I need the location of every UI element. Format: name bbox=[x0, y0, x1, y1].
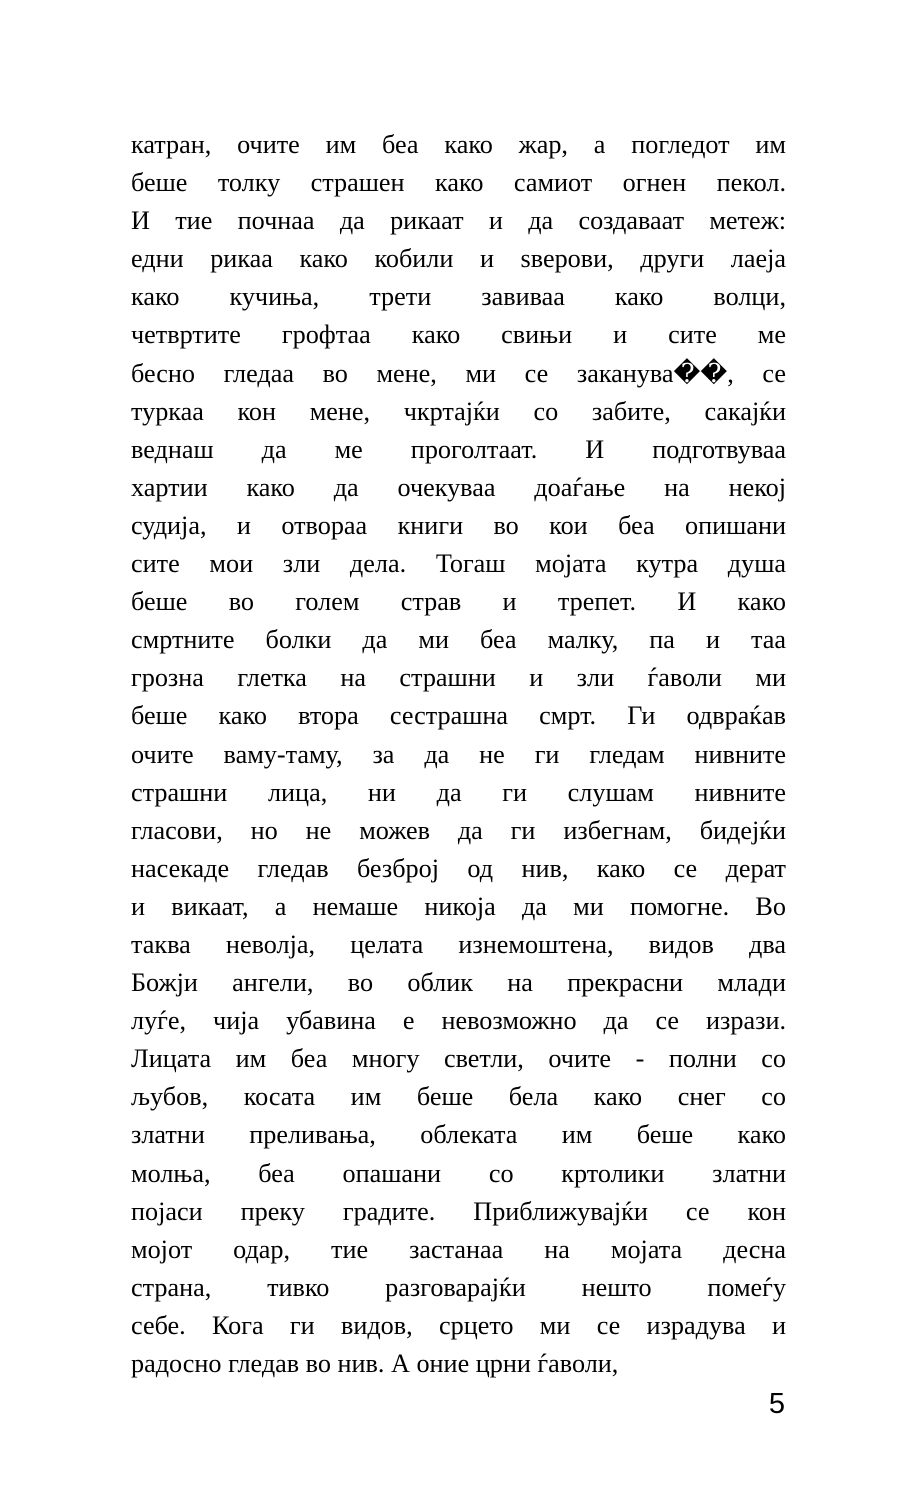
text-line: грозна глетка на страшни и зли ѓаволи ми bbox=[131, 663, 786, 693]
text-line: таква неволја, целата изнемоштена, видов два bbox=[131, 929, 786, 959]
text-line: беше толку страшен како самиот огнен пекол. bbox=[131, 168, 786, 198]
text-line: љубов, косата им беше бела како снег со bbox=[131, 1082, 786, 1112]
text-line: страшни лица, ни да ги слушам нивните bbox=[131, 777, 786, 807]
text-line: судија, и отвораа книги во кои беа опишани bbox=[131, 510, 786, 540]
text-line: сите мои зли дела. Тогаш мојата кутра душа bbox=[131, 549, 786, 579]
text-line: И тие почнаа да рикаат и да создаваат метеж: bbox=[131, 206, 786, 236]
text-line: Божји ангели, во облик на прекрасни млади bbox=[131, 968, 786, 998]
text-line: катран, очите им беа како жар, а погледот им bbox=[131, 130, 786, 159]
text-line: себе. Кога ги видов, срцето ми се израдува и bbox=[131, 1310, 786, 1340]
text-line: молња, беа опашани со кртолики златни bbox=[131, 1158, 786, 1188]
text-line: луѓе, чија убавина е невозможно да се изрази. bbox=[131, 1006, 786, 1036]
text-line: хартии како да очекуваа доаѓање на некој bbox=[131, 472, 786, 502]
text-line: едни рикаа како кобили и ѕверови, други лаеја bbox=[131, 244, 786, 274]
text-line: гласови, но не можев да ги избегнам, бидејќи bbox=[131, 815, 786, 845]
text-line: насекаде гледав безброј од нив, како се дерат bbox=[131, 853, 786, 883]
text-line: златни преливања, облеката им беше како bbox=[131, 1120, 786, 1150]
text-line: како кучиња, трети завиваа како волци, bbox=[131, 282, 786, 312]
text-line: беше како втора сестрашна смрт. Ги одвраќав bbox=[131, 701, 786, 731]
page-number: 5 bbox=[768, 1388, 785, 1420]
text-line: страна, тивко разговарајќи нешто помеѓу bbox=[131, 1272, 786, 1302]
text-line: Лицата им беа многу светли, очите - полни со bbox=[131, 1044, 786, 1074]
text-line: и викаат, а немаше никоја да ми помогне. Во bbox=[131, 891, 786, 921]
text-line: туркаа кон мене, чкртајќи со забите, сакајќи bbox=[131, 396, 786, 426]
text-line: мојот одар, тие застанаа на мојата десна bbox=[131, 1234, 786, 1264]
text-line: смртните болки да ми беа малку, па и таа bbox=[131, 625, 786, 655]
text-line: појаси преку градите. Приближувајќи се кон bbox=[131, 1196, 786, 1226]
text-line: беше во голем страв и трепет. И како bbox=[131, 587, 786, 617]
text-line: веднаш да ме проголтаат. И подготвуваа bbox=[131, 434, 786, 464]
body-text bbox=[131, 126, 786, 1383]
text-line: очите ваму-таму, за да не ги гледам нивните bbox=[131, 739, 786, 769]
text-line: четвртите грофтаа како свињи и сите ме bbox=[131, 320, 786, 350]
text-line: бесно гледаа во мене, ми се заканува��, се bbox=[131, 358, 786, 388]
text-line: радосно гледав во нив. А оние црни ѓаволи, bbox=[131, 1349, 619, 1378]
